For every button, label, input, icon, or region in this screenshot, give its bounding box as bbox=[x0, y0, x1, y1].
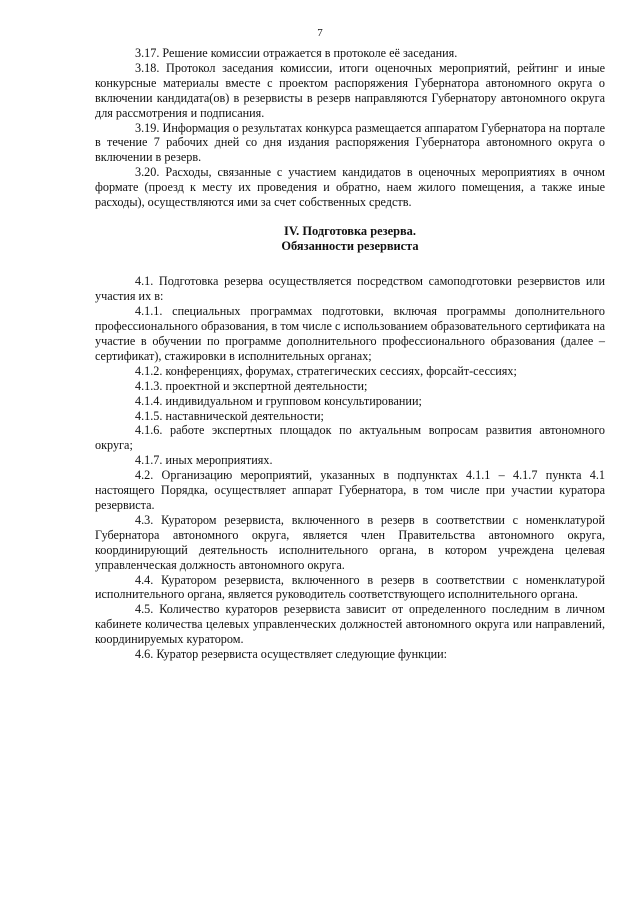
paragraph-3-18: 3.18. Протокол заседания комиссии, итоги оценочных мероприятий, рейтинг и иные конкурсные материалы вместе с проектом распоряжения Губернатора автономного округа о включении кандидата(ов) в резервисты в резерв направляются Губернатору автономного округа для рассмотрения и подписания. bbox=[95, 60, 605, 120]
paragraph-3-17: 3.17. Решение комиссии отражается в протоколе её заседания. bbox=[135, 46, 458, 60]
paragraph-4-5: 4.5. Количество кураторов резервиста зависит от определенного последним в личном кабинете количества целевых управленческих должностей автономного округа или направлений, координируемых куратором. bbox=[95, 602, 605, 647]
document-body bbox=[95, 46, 605, 662]
page-number: 7 bbox=[317, 27, 323, 39]
paragraph-4-6: 4.6. Куратор резервиста осуществляет следующие функции: bbox=[135, 647, 448, 662]
paragraph-4-2: 4.2. Организацию мероприятий, указанных в подпунктах 4.1.1 – 4.1.7 пункта 4.1 настоящего Порядка, осуществляет аппарат Губернатора, в том числе при участии куратора резервиста. bbox=[95, 468, 605, 512]
paragraph-4-1-6: 4.1.6. работе экспертных площадок по актуальным вопросам развития автономного округа; bbox=[95, 423, 605, 453]
paragraph-4-1-7: 4.1.7. иных мероприятиях. bbox=[135, 453, 273, 468]
paragraph-4-1: 4.1. Подготовка резерва осуществляется посредством самоподготовки резервистов или участия их в: bbox=[95, 274, 605, 304]
paragraph-3-20: 3.20. Расходы, связанные с участием кандидатов в оценочных мероприятиях в очном формате (проезд к месту их проведения и обратно, наем жилого помещения, а также иные расходы), осуществляются ими за счет собственных средств. bbox=[95, 165, 605, 210]
section-4-heading-line2: Обязанности резервиста bbox=[281, 239, 419, 254]
paragraph-4-1-2: 4.1.2. конференциях, форумах, стратегических сессиях, форсайт-сессиях; bbox=[135, 363, 517, 378]
paragraph-4-1-4: 4.1.4. индивидуальном и групповом консультировании; bbox=[135, 393, 422, 408]
section-4-heading bbox=[95, 224, 605, 254]
paragraph-4-1-1: 4.1.1. специальных программах подготовки, включая программы дополнительного профессионального образования, в том числе с использованием образовательного сертификата на участие в обучении по программе дополнительного профессионального образования (далее – сертификат), стажировки в исполнительных органах; bbox=[95, 304, 605, 363]
paragraph-4-4: 4.4. Куратором резервиста, включенного в резерв в соответствии с номенклатурой исполнительного органа, является руководитель соответствующего исполнительного органа. bbox=[95, 572, 605, 602]
paragraph-3-19: 3.19. Информация о результатах конкурса размещается аппаратом Губернатора на портале в течение 7 рабочих дней со дня издания распоряжения Губернатора автономного округа о включении в резерв. bbox=[95, 120, 605, 165]
paragraph-4-1-3: 4.1.3. проектной и экспертной деятельности; bbox=[135, 378, 368, 393]
paragraph-4-1-5: 4.1.5. наставнической деятельности; bbox=[135, 408, 324, 423]
paragraph-4-3: 4.3. Куратором резервиста, включенного в резерв в соответствии с номенклатурой Губернатора автономного округа, является член Правительства автономного округа, координирующий деятельность исполнительного органа, в котором учреждена целевая управленческая должность автономного округа. bbox=[95, 512, 605, 572]
section-4-heading-line1: IV. Подготовка резерва. bbox=[284, 223, 416, 238]
